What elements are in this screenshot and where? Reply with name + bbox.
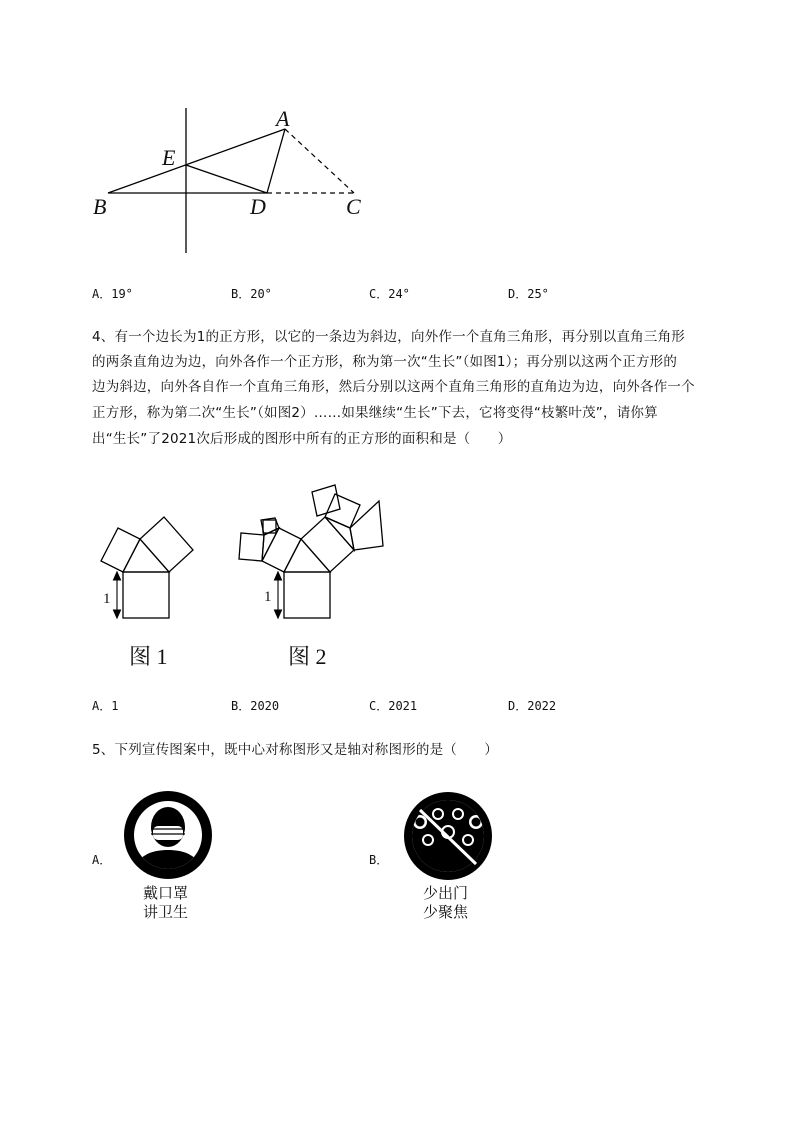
- label-b: B: [93, 194, 107, 219]
- mask-person-icon: [118, 790, 218, 882]
- left-small-square-1: [239, 533, 264, 561]
- q4-option-b[interactable]: [231, 697, 279, 714]
- option-text: 2022: [527, 699, 557, 713]
- right-top-square-3: [312, 485, 340, 516]
- option-text: 25°: [527, 287, 549, 301]
- segment-be-a: [108, 129, 285, 193]
- left-small-square-3: [263, 520, 276, 533]
- q4-line-3: 边为斜边，向外各自作一个直角三角形，然后分别以这两个直角三角形的直角边为边，向外各作一个: [92, 379, 695, 395]
- right-top-square-2: [350, 501, 383, 550]
- option-letter: B．: [231, 287, 251, 301]
- q3-option-d[interactable]: [508, 285, 549, 302]
- q4-figure-1: [95, 510, 205, 625]
- label-a: A: [276, 106, 290, 131]
- label-e: E: [162, 145, 176, 170]
- q4-line-2: 的两条直角边为边，向外各作一个正方形，称为第一次“生长”（如图1）；再分别以这两个正方形的: [92, 354, 678, 370]
- option-text: 2020: [250, 699, 280, 713]
- q4-figure-2: [232, 480, 392, 625]
- q4-line-4: 正方形，称为第二次“生长”（如图2）……如果继续“生长”下去，它将变得“枝繁叶茂”，请你算: [92, 405, 658, 421]
- right-square: [301, 517, 354, 572]
- caption-line-2: 讲卫生: [143, 903, 189, 921]
- fig1-caption: 图 1: [129, 644, 168, 669]
- crowd-icon: [398, 792, 498, 882]
- option-text: 2021: [388, 699, 418, 713]
- left-square: [101, 528, 140, 572]
- base-square: [123, 572, 169, 618]
- label-d: D: [250, 194, 266, 219]
- q4-option-c[interactable]: [369, 697, 417, 714]
- q5-option-b-letter[interactable]: B．: [369, 853, 389, 867]
- right-triangle: [123, 539, 169, 572]
- option-letter: A．: [92, 287, 112, 301]
- q5-stem: 5、下列宣传图案中，既中心对称图形又是轴对称图形的是（ ）: [92, 742, 499, 758]
- q4-option-a[interactable]: [92, 697, 118, 714]
- right-triangle: [284, 539, 330, 572]
- q3-triangle-figure: [80, 100, 380, 260]
- option-text: 20°: [250, 287, 272, 301]
- caption-line-1: 戴口罩: [143, 884, 189, 902]
- fig2-side-label: 1: [264, 589, 272, 605]
- caption-line-2: 少聚焦: [423, 903, 469, 921]
- base-square: [284, 572, 330, 618]
- q3-option-a[interactable]: [92, 285, 133, 302]
- q5-option-a-caption: [143, 884, 188, 922]
- q3-option-b[interactable]: [231, 285, 272, 302]
- right-square: [140, 517, 193, 572]
- option-letter: C．: [369, 287, 389, 301]
- option-letter: A．: [92, 699, 112, 713]
- option-letter: B．: [231, 699, 251, 713]
- q3-option-c[interactable]: [369, 285, 410, 302]
- q5-option-b-caption: [423, 884, 468, 922]
- q5-option-a-letter[interactable]: A．: [92, 853, 112, 867]
- option-text: 19°: [111, 287, 133, 301]
- segment-ed: [186, 165, 267, 193]
- segment-ac-dashed: [285, 129, 354, 193]
- fig2-caption: 图 2: [288, 644, 327, 669]
- segment-ad: [267, 129, 285, 193]
- option-letter: C．: [369, 699, 389, 713]
- caption-line-1: 少出门: [423, 884, 469, 902]
- label-c: C: [346, 194, 361, 219]
- right-triangle-2: [325, 517, 354, 550]
- option-text: 1: [111, 699, 119, 713]
- q4-option-d[interactable]: [508, 697, 556, 714]
- option-text: 24°: [388, 287, 410, 301]
- q4-line-1: 4、有一个边长为1的正方形，以它的一条边为斜边，向外作一个直角三角形，再分别以直角三角形: [92, 329, 685, 345]
- q4-line-5: 出“生长”了2021次后形成的图形中所有的正方形的面积和是（ ）: [92, 431, 512, 447]
- option-letter: D．: [508, 699, 528, 713]
- option-letter: D．: [508, 287, 528, 301]
- fig1-side-label: 1: [103, 591, 111, 607]
